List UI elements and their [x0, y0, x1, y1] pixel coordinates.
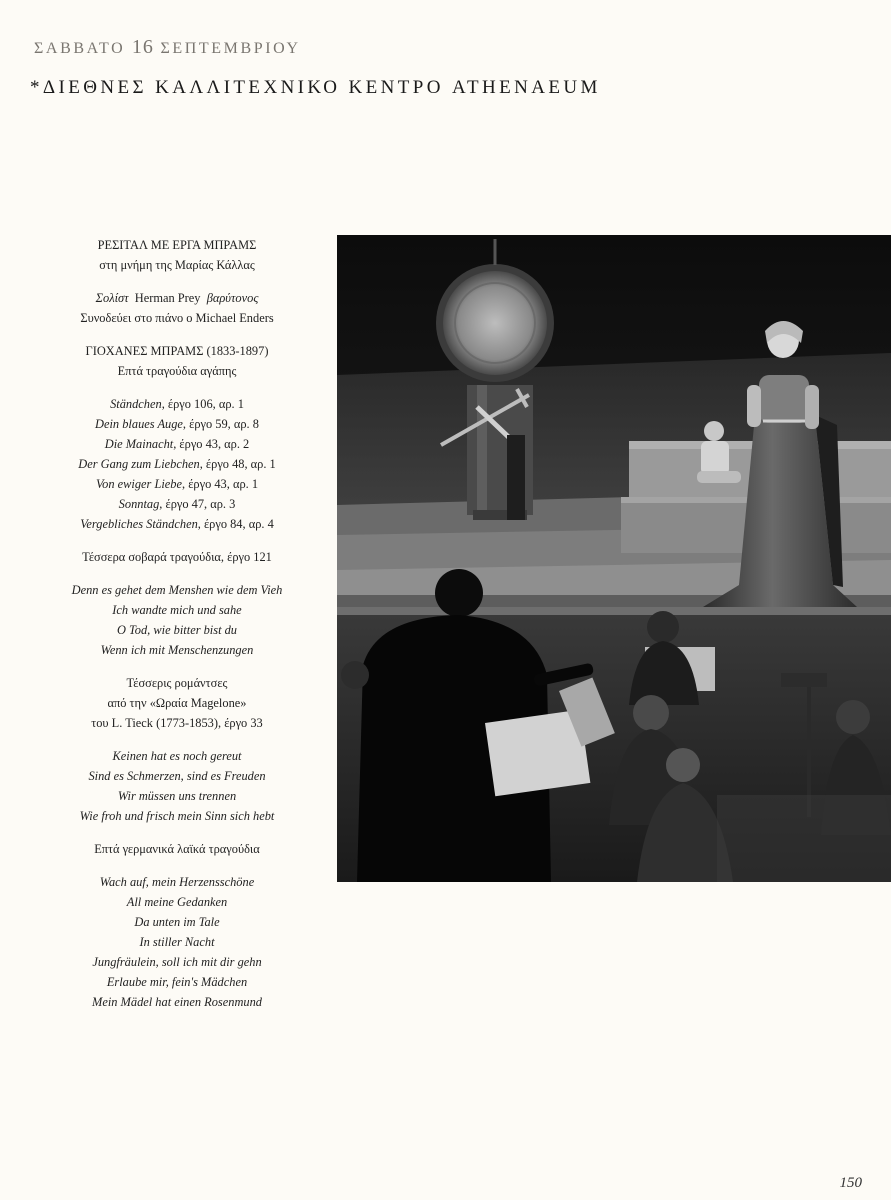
song-item: Da unten im Tale: [134, 915, 220, 929]
song-item: Jungfräulein, soll ich mit dir gehn: [92, 955, 262, 969]
set2-heading: [24, 547, 330, 567]
song-item: Wie froh und frisch mein Sinn sich hebt: [79, 809, 275, 823]
accompanist: Συνοδεύει στο πιάνο ο Michael Enders: [80, 311, 274, 325]
program-title: ΡΕΣΙΤΑΛ ΜΕ ΕΡΓΑ ΜΠΡΑΜΣ: [97, 238, 257, 252]
set3-title-line: του L. Tieck (1773-1853), έργο 33: [91, 716, 263, 730]
set1-title: Επτά τραγούδια αγάπης: [117, 364, 237, 378]
soloist-voice: βαρύτονος: [206, 291, 259, 305]
song-item: Mein Mädel hat einen Rosenmund: [92, 995, 262, 1009]
page-number: 150: [839, 1175, 862, 1191]
song-item: Wenn ich mit Menschenzungen: [100, 643, 254, 657]
song-item: In stiller Nacht: [139, 935, 215, 949]
song-item: Denn es gehet dem Menshen wie dem Vieh: [71, 583, 283, 597]
song-item: Die Mainacht, έργο 43, αρ. 2: [104, 437, 250, 451]
stage-performance-photo: [337, 235, 891, 882]
set2-title: Τέσσερα σοβαρά τραγούδια, έργο 121: [82, 550, 272, 564]
date-weekday: ΣΑΒΒΑΤΟ: [34, 40, 126, 57]
song-item: All meine Gedanken: [126, 895, 228, 909]
song-item: Ständchen, έργο 106, αρ. 1: [110, 397, 244, 411]
performers: [24, 288, 330, 328]
venue-title: *ΔΙΕΘΝΕΣ ΚΑΛΛΙΤΕΧΝΙΚΟ ΚΕΝΤΡΟ ATHENAEUM: [30, 77, 601, 98]
song-item: Wach auf, mein Herzensschöne: [99, 875, 255, 889]
song-item: Erlaube mir, fein's Mädchen: [106, 975, 248, 989]
set4-heading: [24, 839, 330, 859]
set2-songs: [24, 580, 330, 660]
program-dedication: στη μνήμη της Μαρίας Κάλλας: [99, 258, 255, 272]
song-item: Wir müssen uns trennen: [117, 789, 237, 803]
song-item: Dein blaues Auge, έργο 59, αρ. 8: [95, 417, 259, 431]
song-item: Keinen hat es noch gereut: [112, 749, 242, 763]
set3-title-line: από την «Ωραία Magelone»: [107, 696, 247, 710]
soloist-line: [24, 288, 330, 308]
set1-songs: [24, 394, 330, 534]
soloist-name: Herman Prey: [134, 291, 201, 305]
song-item: Ich wandte mich und sahe: [112, 603, 242, 617]
set3-heading: [24, 673, 330, 733]
composer-block: [24, 341, 330, 381]
set3-title-line: Τέσσερις ρομάντσες: [126, 676, 228, 690]
set4-title: Επτά γερμανικά λαϊκά τραγούδια: [94, 842, 260, 856]
song-item: O Tod, wie bitter bist du: [116, 623, 238, 637]
song-item: Der Gang zum Liebchen, έργο 48, αρ. 1: [78, 457, 276, 471]
program-heading: [24, 235, 330, 275]
program-listing: [24, 235, 330, 1025]
soloist-role: Σολίστ: [95, 291, 129, 305]
song-item: Vergebliches Ständchen, έργο 84, αρ. 4: [80, 517, 274, 531]
composer: ΓΙΟΧΑΝΕΣ ΜΠΡΑΜΣ (1833-1897): [85, 344, 269, 358]
date-line: [34, 36, 301, 59]
date-month: ΣΕΠΤΕΜΒΡΙΟΥ: [160, 40, 301, 57]
set3-songs: [24, 746, 330, 826]
song-item: Von ewiger Liebe, έργο 43, αρ. 1: [95, 477, 259, 491]
set4-songs: [24, 872, 330, 1012]
date-day: 16: [131, 36, 154, 58]
song-item: Sind es Schmerzen, sind es Freuden: [88, 769, 266, 783]
song-item: Sonntag, έργο 47, αρ. 3: [118, 497, 236, 511]
